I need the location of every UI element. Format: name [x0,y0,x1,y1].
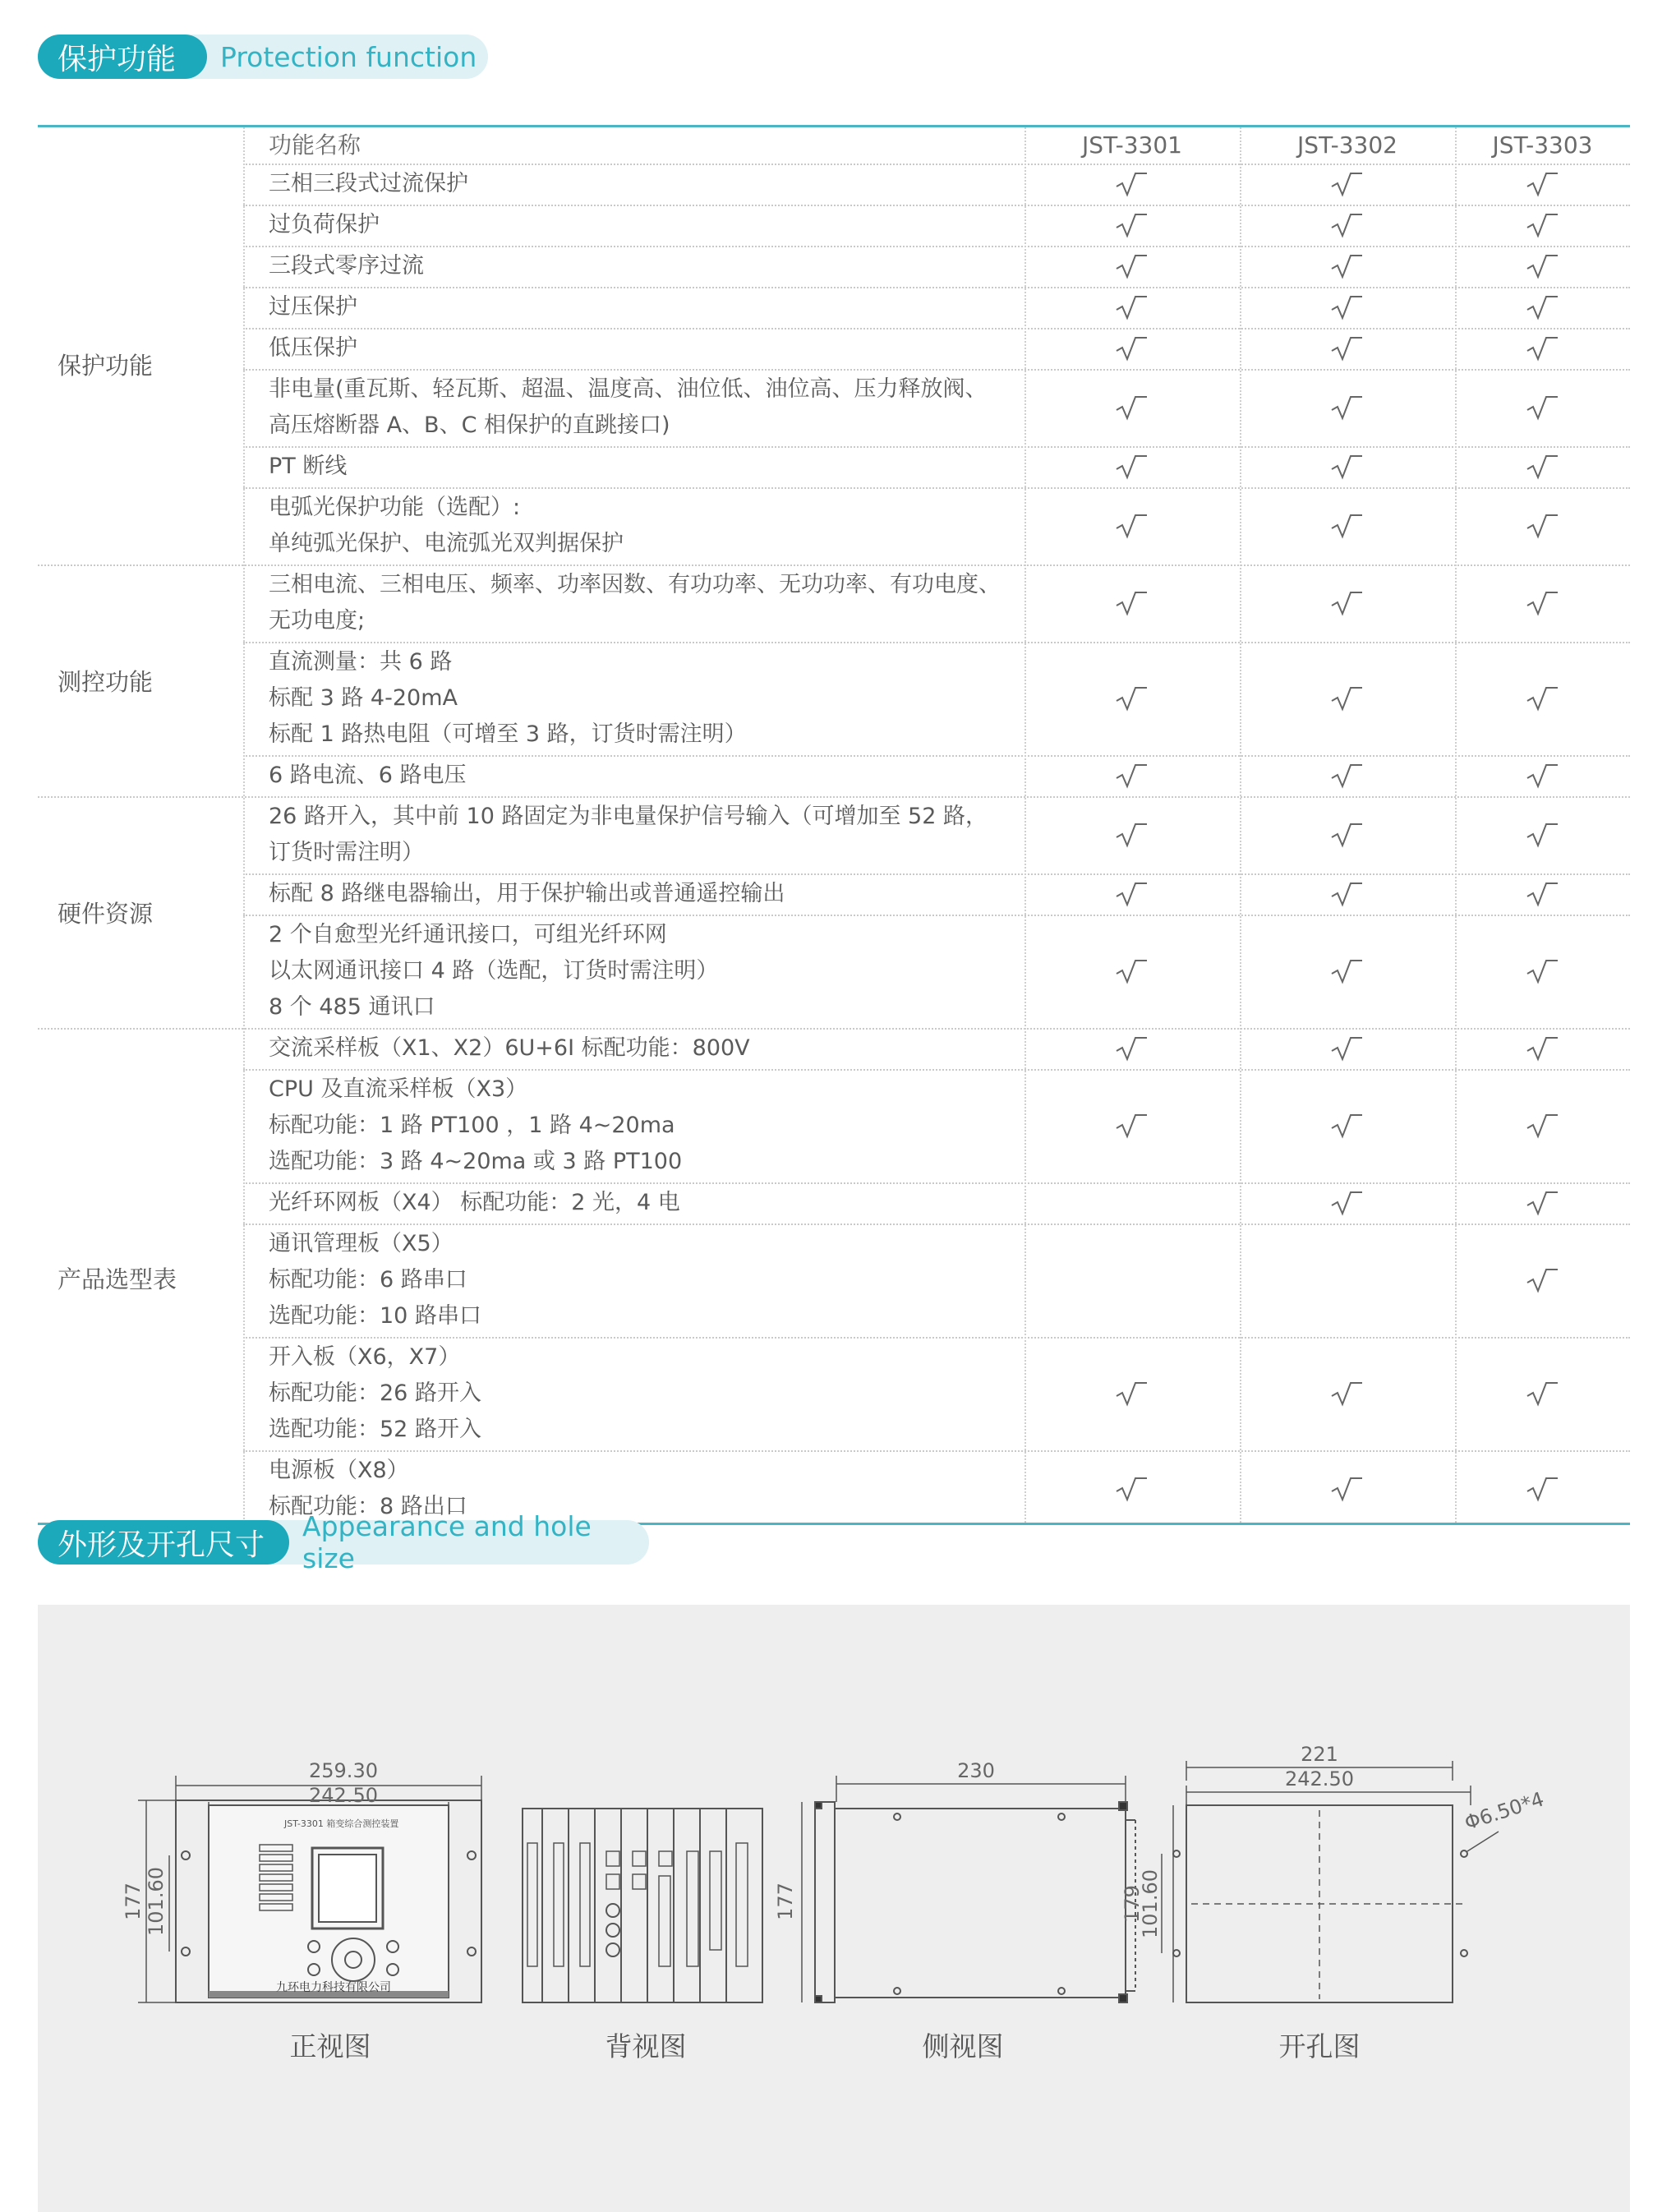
group-label: 产品选型表 [58,1265,177,1293]
table-row [38,565,1630,642]
check-icon [1525,762,1561,790]
caption-back-view: 背视图 [605,2030,687,2062]
support-cell-model-2 [1240,246,1455,287]
check-icon [1525,1112,1561,1140]
support-cell-model-2 [1240,287,1455,328]
support-cell-model-1 [1024,565,1240,642]
support-cell-model-3 [1455,446,1630,487]
section-title-cn: 保护功能 [38,35,207,79]
support-cell-model-1 [1024,755,1240,796]
check-icon [1114,252,1150,280]
function-cell [262,1224,1024,1337]
support-cell-model-1 [1024,642,1240,755]
function-table [38,125,1630,1525]
check-icon [1114,453,1150,481]
check-icon [1114,762,1150,790]
function-cell [262,565,1024,642]
support-cell-model-3 [1455,328,1630,369]
table-row [38,369,1630,446]
function-line: 通讯管理板（X5） [269,1231,454,1256]
function-cell [262,164,1024,205]
header-model-2: JST-3302 [1297,131,1397,159]
function-cell [262,1069,1024,1182]
function-cell [262,246,1024,287]
section-title-cn: 外形及开孔尺寸 [38,1520,289,1565]
support-cell-model-1 [1024,1182,1240,1224]
support-cell-model-2 [1240,796,1455,873]
check-icon [1329,821,1365,849]
function-line: 单纯弧光保护、电流弧光双判据保护 [269,531,624,556]
check-icon [1525,1380,1561,1408]
support-cell-model-3 [1455,915,1630,1028]
cutout-hole-dia: Φ6.50*4 [1462,1787,1547,1835]
support-cell-model-3 [1455,1069,1630,1182]
header-function-name: 功能名称 [269,131,361,159]
function-line: 订货时需注明） [269,840,424,865]
back-view-drawing [523,1809,762,2002]
check-icon [1114,880,1150,908]
function-line: 交流采样板（X1、X2）6U+6I 标配功能：800V [269,1035,750,1061]
function-line: 标配功能：8 路出口 [269,1494,467,1519]
function-line: 三相三段式过流保护 [269,171,468,196]
support-cell-model-1 [1024,1337,1240,1450]
check-icon [1114,821,1150,849]
function-line: 8 个 485 通讯口 [269,994,435,1020]
support-cell-model-2 [1240,1337,1455,1450]
function-cell [262,287,1024,328]
support-cell-model-2 [1240,369,1455,446]
function-line: CPU 及直流采样板（X3） [269,1076,528,1102]
front-height: 177 [122,1883,145,1920]
header-model-3: JST-3303 [1492,131,1593,159]
support-cell-model-3 [1455,1337,1630,1450]
check-icon [1525,821,1561,849]
group-label: 硬件资源 [58,899,154,928]
support-cell-model-2 [1240,1450,1455,1528]
function-line: 过负荷保护 [269,212,380,237]
table-row [38,487,1630,565]
support-cell-model-1 [1024,246,1240,287]
table-row [38,287,1630,328]
table-row [38,873,1630,915]
support-cell-model-1 [1024,164,1240,205]
check-icon [1525,684,1561,712]
function-line: 开入板（X6，X7） [269,1344,461,1370]
front-hole-spacing: 101.60 [145,1867,168,1936]
support-cell-model-3 [1455,755,1630,796]
support-cell-model-3 [1455,369,1630,446]
support-cell-model-3 [1455,164,1630,205]
front-width-inner: 242.50 [309,1784,378,1807]
check-icon [1114,394,1150,422]
device-label: JST-3301 箱变综合测控装置 [284,1818,399,1829]
support-cell-model-1 [1024,915,1240,1028]
support-cell-model-2 [1240,1069,1455,1182]
function-line: 2 个自愈型光纤通讯接口，可组光纤环网 [269,922,667,947]
function-line: 6 路电流、6 路电压 [269,763,467,788]
check-icon [1525,211,1561,239]
column-divider [1240,127,1241,1523]
support-cell-model-2 [1240,487,1455,565]
check-icon [1329,512,1365,540]
check-icon [1329,170,1365,198]
check-icon [1525,293,1561,321]
group-label: 保护功能 [58,351,154,380]
support-cell-model-1 [1024,796,1240,873]
table-row [38,205,1630,246]
table-row [38,1450,1630,1528]
support-cell-model-2 [1240,446,1455,487]
front-view-drawing [138,1776,481,2002]
table-row [38,915,1630,1028]
column-divider [1455,127,1457,1523]
support-cell-model-3 [1455,796,1630,873]
check-icon [1329,1035,1365,1062]
check-icon [1114,1380,1150,1408]
check-icon [1114,684,1150,712]
table-row [38,796,1630,873]
maker-label: 九环电力科技有限公司 [276,1981,391,1994]
caption-cutout-view: 开孔图 [1278,2030,1361,2062]
function-line: 三相电流、三相电压、频率、功率因数、有功功率、无功功率、有功电度、 [269,572,1001,597]
check-icon [1525,252,1561,280]
check-icon [1525,1266,1561,1294]
function-cell [262,328,1024,369]
support-cell-model-1 [1024,873,1240,915]
support-cell-model-3 [1455,205,1630,246]
group-label: 测控功能 [58,667,154,696]
function-line: 标配 1 路热电阻（可增至 3 路，订货时需注明） [269,721,747,747]
column-divider [1024,127,1026,1523]
support-cell-model-3 [1455,565,1630,642]
check-icon [1114,589,1150,617]
check-icon [1114,957,1150,985]
table-row [38,1224,1630,1337]
function-cell [262,873,1024,915]
support-cell-model-3 [1455,487,1630,565]
side-height: 177 [774,1883,797,1920]
function-line: 电源板（X8） [269,1458,409,1483]
support-cell-model-3 [1455,1182,1630,1224]
function-line: 无功电度; [269,608,366,634]
front-width-outer: 259.30 [309,1759,378,1782]
support-cell-model-1 [1024,446,1240,487]
check-icon [1329,453,1365,481]
check-icon [1525,1035,1561,1062]
table-row [38,1028,1630,1069]
function-line: 26 路开入，其中前 10 路固定为非电量保护信号输入（可增加至 52 路， [269,804,988,829]
function-cell [262,1028,1024,1069]
check-icon [1525,880,1561,908]
cutout-width-inner: 242.50 [1285,1767,1354,1790]
section-title-en: Appearance and hole size [38,1520,649,1565]
check-icon [1114,334,1150,362]
function-cell [262,755,1024,796]
support-cell-model-3 [1455,642,1630,755]
support-cell-model-2 [1240,873,1455,915]
support-cell-model-2 [1240,205,1455,246]
function-cell [262,205,1024,246]
caption-front-view: 正视图 [289,2030,371,2062]
table-row [38,642,1630,755]
support-cell-model-2 [1240,642,1455,755]
cutout-height: 179 [1121,1885,1144,1923]
function-line: PT 断线 [269,454,348,479]
support-cell-model-1 [1024,1028,1240,1069]
side-view-drawing [802,1776,1135,2002]
check-icon [1329,957,1365,985]
column-divider [243,127,245,1523]
check-icon [1329,762,1365,790]
function-cell [262,796,1024,873]
check-icon [1525,1475,1561,1503]
check-icon [1329,880,1365,908]
check-icon [1329,1475,1365,1503]
table-row [38,328,1630,369]
cutout-view-drawing [1162,1761,1499,2002]
function-line: 标配 3 路 4-20mA [269,685,458,711]
table-row [38,164,1630,205]
check-icon [1525,453,1561,481]
support-cell-model-1 [1024,205,1240,246]
check-icon [1525,589,1561,617]
support-cell-model-2 [1240,164,1455,205]
check-icon [1114,1475,1150,1503]
function-line: 选配功能：10 路串口 [269,1303,481,1329]
section-header-protection [38,35,477,79]
function-line: 选配功能：3 路 4~20ma 或 3 路 PT100 [269,1149,683,1174]
function-line: 光纤环网板（X4） 标配功能：2 光，4 电 [269,1190,680,1215]
support-cell-model-2 [1240,328,1455,369]
support-cell-model-3 [1455,1450,1630,1528]
check-icon [1329,1189,1365,1217]
function-line: 电弧光保护功能（选配）: [269,495,521,520]
function-line: 选配功能：52 路开入 [269,1417,481,1442]
function-line: 以太网通讯接口 4 路（选配，订货时需注明） [269,958,719,984]
function-cell [262,369,1024,446]
support-cell-model-1 [1024,1069,1240,1182]
table-row [38,1182,1630,1224]
check-icon [1525,170,1561,198]
check-icon [1114,1112,1150,1140]
check-icon [1329,252,1365,280]
function-cell [262,642,1024,755]
support-cell-model-2 [1240,915,1455,1028]
check-icon [1329,589,1365,617]
table-header-row [38,127,1630,164]
check-icon [1525,394,1561,422]
support-cell-model-2 [1240,755,1455,796]
function-line: 非电量(重瓦斯、轻瓦斯、超温、温度高、油位低、油位高、压力释放阀、 [269,376,988,402]
caption-side-view: 侧视图 [922,2030,1004,2062]
function-line: 三段式零序过流 [269,253,424,279]
function-line: 高压熔断器 A、B、C 相保护的直跳接口) [269,412,670,438]
check-icon [1525,957,1561,985]
cutout-hole-spacing: 101.60 [1139,1869,1162,1938]
support-cell-model-1 [1024,1450,1240,1528]
check-icon [1114,1035,1150,1062]
section-header-appearance [38,1510,592,1574]
function-line: 直流测量：共 6 路 [269,649,453,675]
check-icon [1329,334,1365,362]
support-cell-model-1 [1024,487,1240,565]
header-model-1: JST-3301 [1082,131,1182,159]
support-cell-model-1 [1024,369,1240,446]
function-line: 低压保护 [269,335,357,361]
check-icon [1329,1112,1365,1140]
check-icon [1525,512,1561,540]
support-cell-model-1 [1024,328,1240,369]
header-divider [243,164,1630,165]
function-cell [262,487,1024,565]
support-cell-model-3 [1455,873,1630,915]
table-row [38,1069,1630,1182]
support-cell-model-1 [1024,287,1240,328]
support-cell-model-3 [1455,1224,1630,1337]
function-cell [262,1182,1024,1224]
function-cell [262,446,1024,487]
check-icon [1114,211,1150,239]
check-icon [1114,512,1150,540]
check-icon [1329,293,1365,321]
support-cell-model-2 [1240,1182,1455,1224]
function-line: 标配功能：6 路串口 [269,1267,467,1293]
check-icon [1525,334,1561,362]
section-title-en: Protection function [38,35,488,79]
support-cell-model-3 [1455,246,1630,287]
check-icon [1525,1189,1561,1217]
function-line: 标配功能：1 路 PT100 ，1 路 4~20ma [269,1113,675,1138]
table-row [38,755,1630,796]
check-icon [1329,1380,1365,1408]
dimension-drawings-svg [38,1605,1630,2212]
dimension-drawings-panel [38,1605,1630,2212]
function-line: 过压保护 [269,294,357,320]
support-cell-model-2 [1240,1224,1455,1337]
support-cell-model-3 [1455,287,1630,328]
cutout-width-outer: 221 [1301,1743,1338,1766]
support-cell-model-1 [1024,1224,1240,1337]
function-line: 标配 8 路继电器输出，用于保护输出或普通遥控输出 [269,881,785,906]
check-icon [1329,684,1365,712]
table-row [38,246,1630,287]
check-icon [1114,170,1150,198]
check-icon [1114,293,1150,321]
check-icon [1329,394,1365,422]
table-row [38,1337,1630,1450]
function-line: 标配功能：26 路开入 [269,1380,481,1406]
check-icon [1329,211,1365,239]
support-cell-model-2 [1240,565,1455,642]
support-cell-model-3 [1455,1028,1630,1069]
function-cell [262,1337,1024,1450]
support-cell-model-2 [1240,1028,1455,1069]
function-cell [262,915,1024,1028]
table-row [38,446,1630,487]
side-depth: 230 [957,1759,995,1782]
